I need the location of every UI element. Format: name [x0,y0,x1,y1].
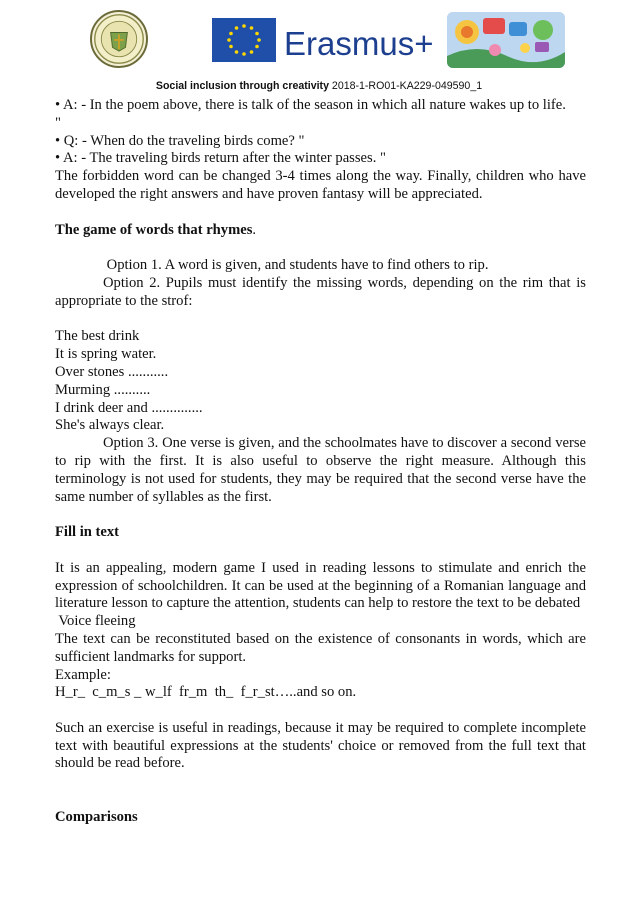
poem-line: She's always clear. [55,417,165,434]
example-text: H_r_ c_m_s _ w_lf fr_m th_ f_r_st…..and so on. [55,684,357,701]
eu-flag-icon [212,18,276,62]
poem-line: I drink deer and .............. [55,399,203,416]
rhymes-heading-line [55,222,586,240]
quote-mark-line: " [55,114,61,131]
eu-flag-logo [212,18,276,62]
poem-line: The best drink [55,328,140,345]
forbidden-word-paragraph: The forbidden word can be changed 3-4 times along the way. Finally, children who have developed the right answers and have proven fantasy will be appreciated. [55,168,586,202]
project-title: Social inclusion through creativity [155,80,329,92]
school-crest-icon [92,12,146,66]
project-code: 2018-1-RO01-KA229-049590_1 [331,80,483,92]
answer-line-1: • A: - In the poem above, there is talk of the season in which all nature wakes up to life. [55,97,566,113]
poem-line: Murming .......... [55,381,151,398]
project-header-line [0,80,638,92]
poem-line: Over stones ........... [55,363,169,380]
option-2-paragraph: Option 2. Pupils must identify the missing words, depending on the rim that is appropriate to the strof: [55,274,586,309]
project-collage-icon [447,12,565,68]
exercise-paragraph: Such an exercise is useful in readings, because it may be required to complete incomplete text with beautiful expressions at the students' choice or removed from the full text that should be read before. [55,719,586,772]
fill-in-paragraph-1: It is an appealing, modern game I used in reading lessons to stimulate and enrich the expression of schoolchildren. It can be used at the beginning of a Romanian language and literature lesson to capture the attention, students can help to restore the text to be debated [55,559,586,612]
option-3-paragraph: Option 3. One verse is given, and the schoolmates have to discover a second verse to rip with the first. It is also useful to observe the right measure. Although this terminology is not used for students, they may be required that the second verse have the same number of syllables as the first. [55,435,586,505]
project-logo [447,12,565,68]
erasmus-plus-logo: Erasmus+ [284,25,434,62]
document-body [55,97,586,827]
question-line: • Q: - When do the traveling birds come? " [55,132,305,149]
school-logo [90,10,148,68]
fill-in-paragraph-2: The text can be reconstituted based on the existence of consonants in words, which are sufficient landmarks for support. [55,630,586,665]
voice-fleeing-line: Voice fleeing [55,613,136,630]
rhymes-heading-dot: . [252,221,257,238]
fill-in-text-heading: Fill in text [55,524,120,541]
answer-line-2: • A: - The traveling birds return after the winter passes. " [55,150,386,167]
option-1-paragraph: Option 1. A word is given, and students have to find others to rip. [103,257,489,274]
rhymes-heading: The game of words that rhymes [55,221,253,238]
comparisons-heading: Comparisons [55,808,138,825]
poem-line: It is spring water. [55,346,157,363]
example-label: Example: [55,666,111,683]
